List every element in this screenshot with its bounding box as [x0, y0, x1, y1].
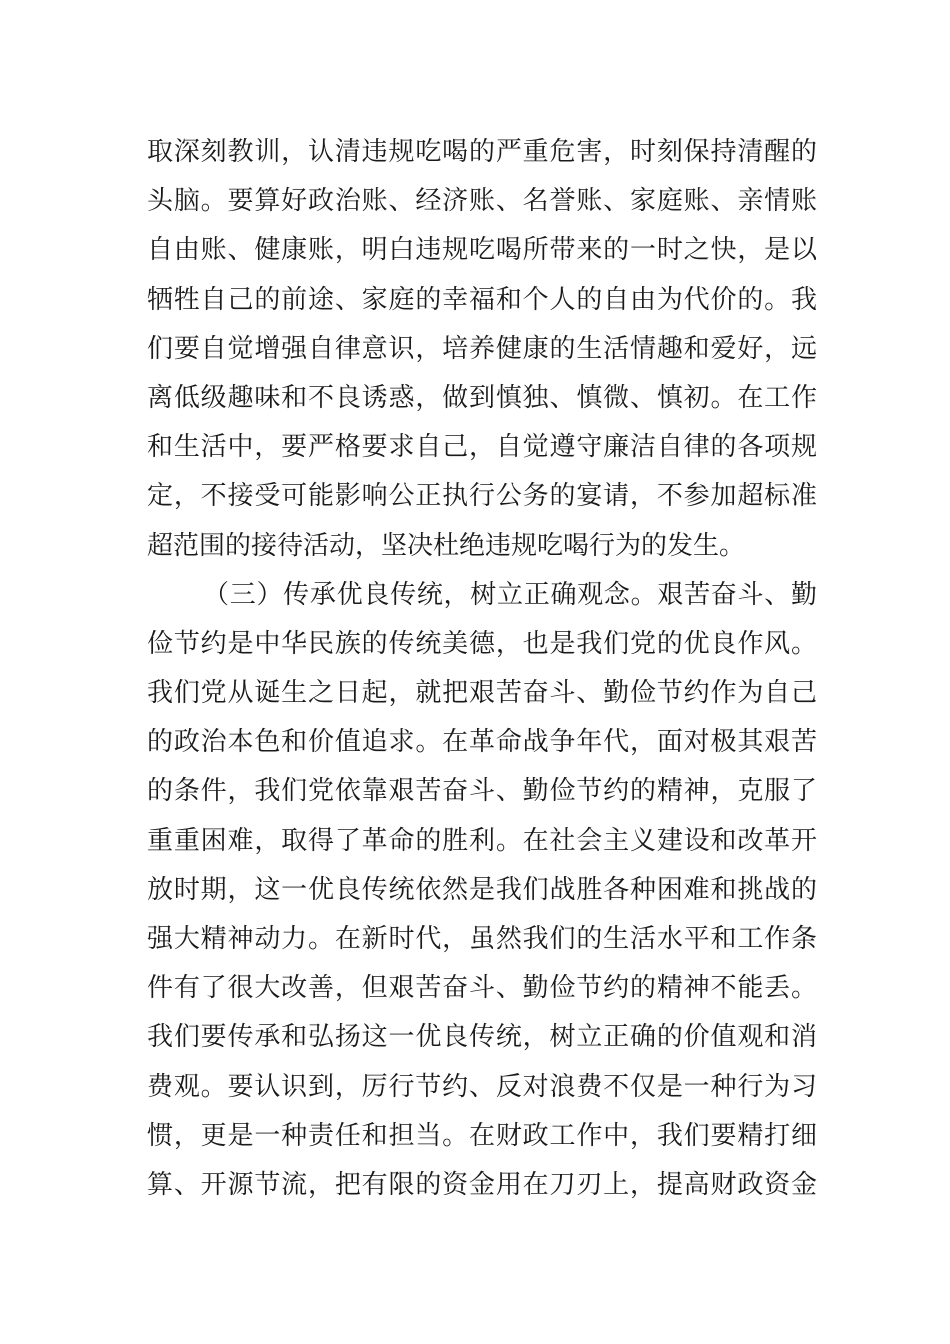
text-line: 离低级趣味和不良诱惑，做到慎独、慎微、慎初。在工作 [147, 382, 817, 413]
body-text [147, 128, 817, 1210]
text-line: 费观。要认识到，厉行节约、反对浪费不仅是一种行为习 [147, 1071, 817, 1102]
text-line: 自由账、健康账，明白违规吃喝所带来的一时之快，是以 [147, 235, 817, 266]
paragraph-end-line: 超范围的接待活动，坚决杜绝违规吃喝行为的发生。 [147, 530, 746, 561]
section-heading-line: （三）传承优良传统，树立正确观念。艰苦奋斗、勤 [203, 579, 817, 610]
text-line: 定，不接受可能影响公正执行公务的宴请，不参加超标准 [147, 481, 817, 512]
text-line: 们要自觉增强自律意识，培养健康的生活情趣和爱好，远 [147, 333, 817, 364]
text-line: 件有了很大改善，但艰苦奋斗、勤俭节约的精神不能丢。 [147, 973, 817, 1004]
text-line: 我们党从诞生之日起，就把艰苦奋斗、勤俭节约作为自己 [147, 678, 817, 709]
text-line: 我们要传承和弘扬这一优良传统，树立正确的价值观和消 [147, 1022, 817, 1053]
text-line: 俭节约是中华民族的传统美德，也是我们党的优良作风。 [147, 628, 817, 659]
text-line: 惯，更是一种责任和担当。在财政工作中，我们要精打细 [147, 1120, 817, 1151]
text-line: 重重困难，取得了革命的胜利。在社会主义建设和改革开 [147, 825, 817, 856]
text-line: 牺牲自己的前途、家庭的幸福和个人的自由为代价的。我 [147, 284, 817, 315]
text-line: 放时期，这一优良传统依然是我们战胜各种困难和挑战的 [147, 874, 817, 905]
text-line: 算、开源节流，把有限的资金用在刀刃上，提高财政资金 [147, 1169, 817, 1200]
text-line: 头脑。要算好政治账、经济账、名誉账、家庭账、亲情账 [147, 186, 817, 217]
text-line: 和生活中，要严格要求自己，自觉遵守廉洁自律的各项规 [147, 432, 817, 463]
text-line: 的条件，我们党依靠艰苦奋斗、勤俭节约的精神，克服了 [147, 776, 817, 807]
text-line: 强大精神动力。在新时代，虽然我们的生活水平和工作条 [147, 924, 817, 954]
text-line: 取深刻教训，认清违规吃喝的严重危害，时刻保持清醒的 [147, 137, 817, 167]
text-line: 的政治本色和价值追求。在革命战争年代，面对极其艰苦 [147, 727, 817, 758]
